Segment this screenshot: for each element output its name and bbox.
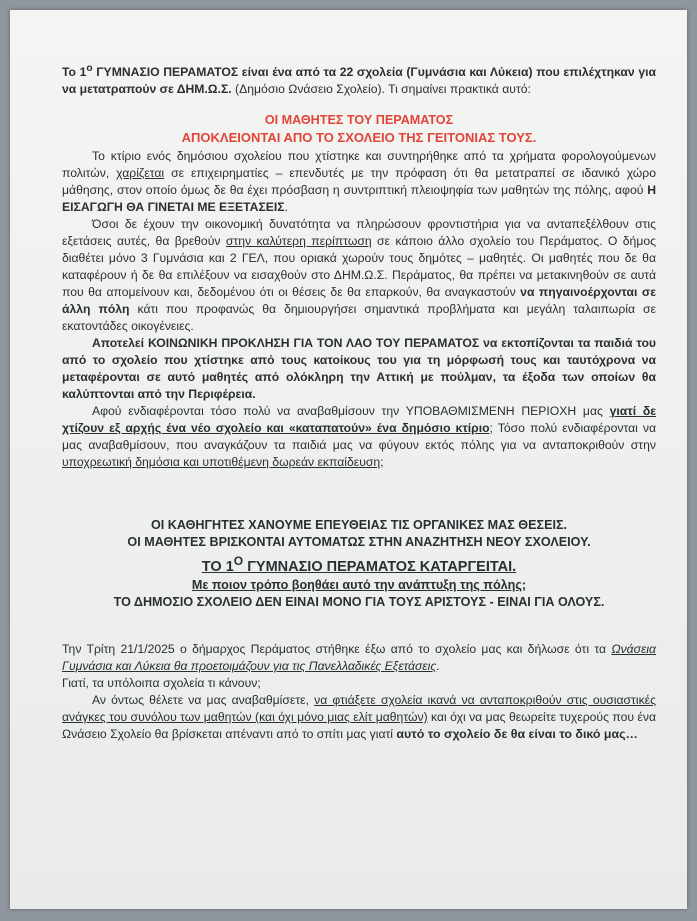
caps-for-everyone: ΤΟ ΔΗΜΟΣΙΟ ΣΧΟΛΕΙΟ ΔΕΝ ΕΙΝΑΙ ΜΟΝΟ ΓΙΑ ΤΟΥΣ ΑΡΙΣΤΟΥΣ - ΕΙΝΑΙ ΓΙΑ ΟΛΟΥΣ. <box>113 594 605 609</box>
paragraph-building <box>62 148 656 216</box>
paragraph-mayor <box>62 641 656 675</box>
p3-bold: Αποτελεί ΚΟΙΝΩΝΙΚΗ ΠΡΟΚΛΗΣΗ ΓΙΑ ΤΟΝ ΛΑΟ ΤΟΥ ΠΕΡΑΜΑΤΟΣ να εκτοπίζονται τα παιδιά του από το σχολείο που χτίστηκε από τους κατοίκους του για τη μόρφωσή τους και ταυτόχρονα να μεταφέρονται σε αυτό μαθητές από ολόκληρη την Αττική με πούλμαν, τα έξοδα των οποίων θα καλύπτονται από την Περιφέρεια. <box>62 336 656 402</box>
intro-school-prefix: Το 1 <box>62 65 87 80</box>
caps-teachers: ΟΙ ΚΑΘΗΓΗΤΕΣ ΧΑΝΟΥΜΕ ΕΠΕΥΘΕΙΑΣ ΤΙΣ ΟΡΓΑΝΙΚΕΣ ΜΑΣ ΘΕΣΕΙΣ. <box>150 518 568 533</box>
p4-text-c: ; <box>380 455 384 470</box>
intro-ordinal: ο <box>86 63 93 74</box>
p1-bold: Η ΕΙΣΑΓΩΓΗ ΘΑ ΓΙΝΕΤΑΙ ΜΕ ΕΞΕΤΑΣΕΙΣ <box>62 183 656 215</box>
p1-text-c: . <box>284 200 288 215</box>
p5-text-a: Την Τρίτη 21/1/2025 ο δήμαρχος Περάματος στήθηκε έξω από το σχολείο μας και δήλωσε ότι τα <box>62 641 612 656</box>
paragraph-exams <box>62 216 656 335</box>
p1-text-a: Το κτίριο ενός δημόσιου σχολείου που χτίστηκε και συντηρήθηκε από τα χρήματα φορολογούμενων πολιτών, <box>62 149 656 181</box>
intro-question: (Δημόσιο Ωνάσειο Σχολείο). Τι σημαίνει πρακτικά αυτό: <box>231 82 531 97</box>
intro-school-text: ΓΥΜΝΑΣΙΟ ΠΕΡΑΜΑΤΟΣ είναι ένα από τα 22 σχολεία (Γυμνάσια και Λύκεια) που επιλέχτηκαν για να μετατραπούν σε ΔΗΜ.Ω.Σ. <box>62 65 656 97</box>
paragraph-closing <box>62 692 656 743</box>
red-heading-line1: ΟΙ ΜΑΘΗΤΕΣ ΤΟΥ ΠΕΡΑΜΑΤΟΣ <box>264 113 454 128</box>
caps-question <box>62 577 656 594</box>
p6-text-b: και όχι να μας θεωρείτε τυχερούς που ένα Ωνάσειο Σχολείο θα βρίσκεται απέναντι από το σπίτι μας γιατί <box>62 709 656 741</box>
paragraph-other-schools: Γιατί, τα υπόλοιπα σχολεία τι κάνουν; <box>62 675 261 690</box>
paragraph-social-provocation <box>62 335 656 403</box>
abolished-text: ΓΥΜΝΑΣΙΟ ΠΕΡΑΜΑΤΟΣ ΚΑΤΑΡΓΕΙΤΑΙ. <box>243 558 517 575</box>
p2-bold: να πηγαινοέρχονται σε άλλη πόλη <box>62 285 656 317</box>
p6-text-a: Αν όντως θέλετε να μας αναβαθμίσετε, <box>92 692 315 707</box>
p4-text-b: ; Τόσο πολύ ενδιαφέρονται να μας αναβαθμίσουν, που αναγκάζουν τα παιδιά μας να φύγουν εκτός πόλης για να ανταποκριθούν στην <box>62 421 657 453</box>
spacer <box>62 611 656 641</box>
p4-text-a: Αφού ενδιαφέρονται τόσο πολύ να αναβαθμίσουν την ΥΠΟΒΑΘΜΙΣΜΕΝΗ ΠΕΡΙΟΧΗ μας <box>92 404 610 419</box>
p6-underline: να φτιάξετε σχολεία ικανά να ανταποκριθούν στις ουσιαστικές ανάγκες του συνόλου των μαθητών (και όχι μόνο μιας ελίτ μαθητών) <box>62 692 656 724</box>
red-heading-line2: ΑΠΟΚΛΕΙΟΝΤΑΙ ΑΠΟ ΤΟ ΣΧΟΛΕΙΟ ΤΗΣ ΓΕΙΤΟΝΙΑΣ ΤΟΥΣ. <box>181 130 537 146</box>
abolished-ordinal: Ο <box>233 554 244 569</box>
p4-underline: υποχρεωτική δημόσια και υποτιθέμενη δωρεάν εκπαίδευση <box>62 455 381 470</box>
p6-bold: αυτό το σχολείο δε θα είναι το δικό μας… <box>396 726 638 741</box>
caps-school-abolished <box>62 551 656 577</box>
p4-bold-underline: γιατί δε χτίζουν εξ αρχής ένα νέο σχολείο και «καταπατούν» ένα δημόσιο κτίριο <box>62 404 656 436</box>
p5-italic-underline: Ωνάσεια Γυμνάσια και Λύκεια θα προετοιμάζουν για τις Πανελλαδικές Εξετάσεις <box>62 641 656 673</box>
spacer <box>62 471 656 517</box>
abolished-prefix: ΤΟ 1 <box>201 558 234 575</box>
p1-text-b: σε επιχειρηματίες – επενδυτές με την πρόφαση ότι θα μετατραπεί σε ιδανικό χώρο μάθησης, στον οποίο όμως δε θα έχει πρόσβαση η συντριπτική πλειοψηφία των μαθητών της πόλης, αφού <box>62 166 656 198</box>
document-sheet <box>10 10 687 909</box>
p2-text-a: Όσοι δε έχουν την οικονομική δυνατότητα να πληρώσουν φροντιστήρια για να ανταπεξέλθουν στις εξετάσεις αυτές, θα βρεθούν <box>62 217 656 249</box>
question-text: Με ποιον τρόπο βοηθάει αυτό την ανάπτυξη της πόλης; <box>191 577 527 592</box>
p2-text-b: σε κάποιο άλλο σχολείο του Περάματος. Ο δήμος διαθέτει μόνο 3 Γυμνάσια και 2 ΓΕΛ, που οριακά χωρούν τους δημότες – μαθητές. Οι μαθητές που δε θα καταφέρουν ή δε θα επιλέξουν να εισαχθούν στο ΔΗΜ.Ω.Σ. Περάματος, θα πρέπει να μετακινηθούν σε αυτά που θα απομείνουν και, δεδομένου ότι οι θέσεις δε θα επαρκούν, θα αναγκαστούν <box>62 234 656 300</box>
paragraph-upgrade <box>62 403 656 471</box>
document-body <box>62 60 656 743</box>
p5-text-b: . <box>436 658 440 673</box>
caps-students: ΟΙ ΜΑΘΗΤΕΣ ΒΡΙΣΚΟΝΤΑΙ ΑΥΤΟΜΑΤΩΣ ΣΤΗΝ ΑΝΑΖΗΤΗΣΗ ΝΕΟΥ ΣΧΟΛΕΙΟΥ. <box>127 535 591 550</box>
intro-paragraph <box>62 60 656 98</box>
p1-underline: χαρίζεται <box>116 166 165 181</box>
p2-underline: στην καλύτερη περίπτωση <box>225 234 372 249</box>
p2-text-c: κάτι που προφανώς θα δημιουργήσει σημαντικά προβλήματα και μεγάλη ταλαιπωρία σε εκατοντάδες οικογένειες. <box>62 302 656 334</box>
